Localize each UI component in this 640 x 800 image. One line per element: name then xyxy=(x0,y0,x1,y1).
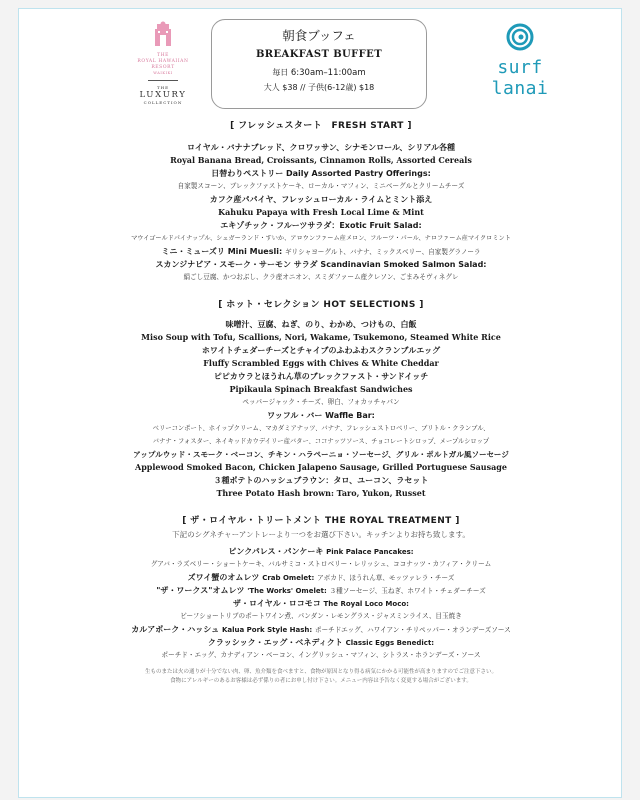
menu-item-row xyxy=(19,545,623,558)
title-box xyxy=(211,19,427,109)
menu-item-en: Miso Soup with Tofu, Scallions, Nori, Wakame, Tsukemono, Steamed White Rice xyxy=(141,332,501,342)
menu-item-jp: ミニ・ミューズリ Mini Muesli: xyxy=(161,247,283,256)
menu-item-en: Applewood Smoked Bacon, Chicken Jalapeno Sausage, Grilled Portuguese Sausage xyxy=(135,462,507,472)
menu-item-row xyxy=(19,636,623,649)
resort-line-1: THE xyxy=(156,53,169,58)
section-title-royal-treatment: [ ザ・ロイヤル・トリートメント THE ROYAL TREATMENT ] xyxy=(182,516,460,526)
section-intro: 下記のシグネチャーアントレーより一つをお選び下さい。キッチンよりお持ち致します。 xyxy=(172,530,470,539)
menu-content xyxy=(19,119,623,686)
menu-item-jp: カルアポーク・ハッシュ xyxy=(131,625,220,634)
hours-value: 6:30am–11:00am xyxy=(290,68,366,78)
menu-item-en: Three Potato Hash brown: Taro, Yukon, Russet xyxy=(216,488,426,498)
menu-item-row xyxy=(19,245,623,258)
menu-item-jp: エキゾチック・フルーツサラダ：Exotic Fruit Salad: xyxy=(220,221,422,230)
menu-item-desc: ギリシャヨーグルト、バナナ、ミックスベリー、自家製グラノーラ xyxy=(284,248,481,256)
menu-item-en: Crab Omelet: xyxy=(262,574,315,582)
menu-item-desc: アボカド、ほうれん草、モッツァレラ・チーズ xyxy=(317,574,455,582)
price-line: 大人 $38 // 子供(6-12歳) $18 xyxy=(263,83,375,92)
section-title-hot-selections: [ ホット・セレクション HOT SELECTIONS ] xyxy=(218,300,424,310)
luxury-the: THE xyxy=(156,85,170,90)
menu-item-jp: 日替わりペストリー Daily Assorted Pastry Offerings: xyxy=(211,169,431,178)
menu-item-jp: 味噌汁、豆腐、ねぎ、のり、わかめ、つけもの、白飯 xyxy=(225,320,417,329)
menu-item-en: Pink Palace Pancakes: xyxy=(326,548,414,556)
hours-label: 毎日 xyxy=(272,68,289,77)
menu-item-jp: "ザ・ワークス"オムレツ xyxy=(156,586,245,595)
footer-disclaimer xyxy=(19,668,623,686)
menu-header xyxy=(19,9,621,117)
menu-item-en: Royal Banana Bread, Croissants, Cinnamon Rolls, Assorted Cereals xyxy=(170,155,472,165)
logo-divider xyxy=(148,80,178,81)
resort-line-3: RESORT xyxy=(151,65,175,70)
menu-item-row xyxy=(19,571,623,584)
menu-item-jp: ホワイトチェダーチーズとチャイブのふわふわスクランブルエッグ xyxy=(201,346,441,355)
menu-item-row xyxy=(19,584,623,597)
menu-item-desc: ベリーコンポート、ホイップクリーム、マカダミアナッツ、バナナ、フレッシュストロベリー、ブリトル・クランブル、 xyxy=(152,425,490,432)
resort-name xyxy=(123,53,203,71)
title-english: BREAKFAST BUFFET xyxy=(255,49,383,60)
menu-item-desc: バナナ・フォスター、ネイキッドカウデイリー産バター、ココナッツソース、チョコレートシロップ、メープルシロップ xyxy=(152,438,490,445)
royal-hawaiian-logo xyxy=(123,21,203,105)
menu-item-jp: スカンジナビア・スモーク・サーモン サラダ Scandinavian Smoked Salmon Salad: xyxy=(155,260,487,269)
menu-item-jp: ピピカウラとほうれん草のブレックファスト・サンドイッチ xyxy=(213,372,429,381)
menu-item-desc: 自家製スコーン、ブレックファストケーキ、ローカル・マフィン、ミニベーグルとクリームチーズ xyxy=(177,182,465,190)
menu-item-row xyxy=(19,597,623,610)
menu-item-jp: ピンクパレス・パンケーキ xyxy=(228,547,324,556)
menu-item-desc: グアバ・ラズベリー・ショートケーキ、バルサミコ・ストロベリー・レリッシュ、ココナッツ・カフィア・クリーム xyxy=(150,560,492,568)
menu-item-jp: アップルウッド・スモーク・ベーコン、チキン・ハラペーニョ・ソーセージ、グリル・ポルトガル風ソーセージ xyxy=(133,450,509,459)
menu-item-en: Kahuku Papaya with Fresh Local Lime & Mint xyxy=(218,207,424,217)
menu-item-desc: ポーチド・エッグ、カナディアン・ベーコン、イングリッシュ・マフィン、シトラス・ホランデーズ・ソース xyxy=(161,651,481,659)
menu-item-en: Classic Eggs Benedict: xyxy=(345,639,435,647)
menu-item-desc: ビーフショートリブのポートワイン煮、パンダン・レモングラス・ジャスミンライス、目玉焼き xyxy=(180,612,462,620)
menu-item-en: The Royal Loco Moco: xyxy=(323,600,409,608)
surf-lanai-logo xyxy=(465,23,575,99)
menu-item-jp: カフク産パパイヤ、フレッシュローカル・ライムとミント添え xyxy=(209,195,433,204)
section-title-fresh-start: [ フレッシュスタート FRESH START ] xyxy=(230,121,412,131)
menu-item-en: Fluffy Scrambled Eggs with Chives & White Cheddar xyxy=(203,358,439,368)
menu-item-jp: ズワイ蟹のオムレツ xyxy=(187,573,260,582)
royal-hawaiian-emblem-icon xyxy=(152,21,174,47)
menu-item-jp: ワッフル・バー Waffle Bar: xyxy=(267,411,375,420)
menu-item-desc: 絹ごし豆腐、かつおぶし、クラ産オニオン、スミダファーム産クレソン、ごまみそヴィネグレ xyxy=(183,273,459,281)
wave-swirl-icon xyxy=(506,23,534,51)
menu-item-desc: ３種ソーセージ、玉ねぎ、ホワイト・チェダーチーズ xyxy=(329,587,486,595)
resort-location: WAIKIKI xyxy=(153,71,173,75)
menu-item-en: Pipikaula Spinach Breakfast Sandwiches xyxy=(229,384,413,394)
resort-line-2: ROYAL HAWAIIAN xyxy=(137,59,189,64)
menu-item-jp: クラッシック・エッグ・ベネディクト xyxy=(207,638,343,647)
menu-item-en: Kalua Pork Style Hash: xyxy=(221,626,313,634)
menu-item-jp: ザ・ロイヤル・ロコモコ xyxy=(233,599,321,608)
menu-item-desc: ポーチドエッグ、ハワイアン・チリペッパー・オランデーズソース xyxy=(314,626,511,634)
footer-line-1: 生ものまたは火の通りが十分でない肉、卵、魚介類を食べますと、食物が原因となり得る病気にかかる可能性が高まりますのでご注意下さい。 xyxy=(144,669,497,675)
title-japanese: 朝食ブッフェ xyxy=(282,28,356,43)
surf-lanai-wordmark: surf lanai xyxy=(491,57,549,99)
menu-item-row xyxy=(19,623,623,636)
menu-item-en: 'The Works' Omelet: xyxy=(247,587,327,595)
luxury-wordmark: LUXURY xyxy=(139,90,187,100)
hours xyxy=(212,67,426,78)
menu-item-desc: マウイゴールドパイナップル、シュガーランド・すいか、アロウンファーム産メロン、フルーツ・パール、ナロファーム産マイクロミント xyxy=(131,235,511,242)
footer-line-2: 食物にアレルギーのあるお客様は必ず係りの者にお申し付け下さい。メニュー内容は予告なく変更する場合がございます。 xyxy=(170,678,472,684)
luxury-collection: COLLECTION xyxy=(143,100,183,105)
menu-item-desc: ペッパージャック・チーズ、卵白、フォカッチャパン xyxy=(242,398,400,406)
menu-item-jp: ３種ポテトのハッシュブラウン：タロ、ユーコン、ラセット xyxy=(213,476,429,485)
menu-page xyxy=(18,8,622,798)
menu-item-jp: ロイヤル・バナナブレッド、クロワッサン、シナモンロール、シリアル各種 xyxy=(187,143,455,152)
